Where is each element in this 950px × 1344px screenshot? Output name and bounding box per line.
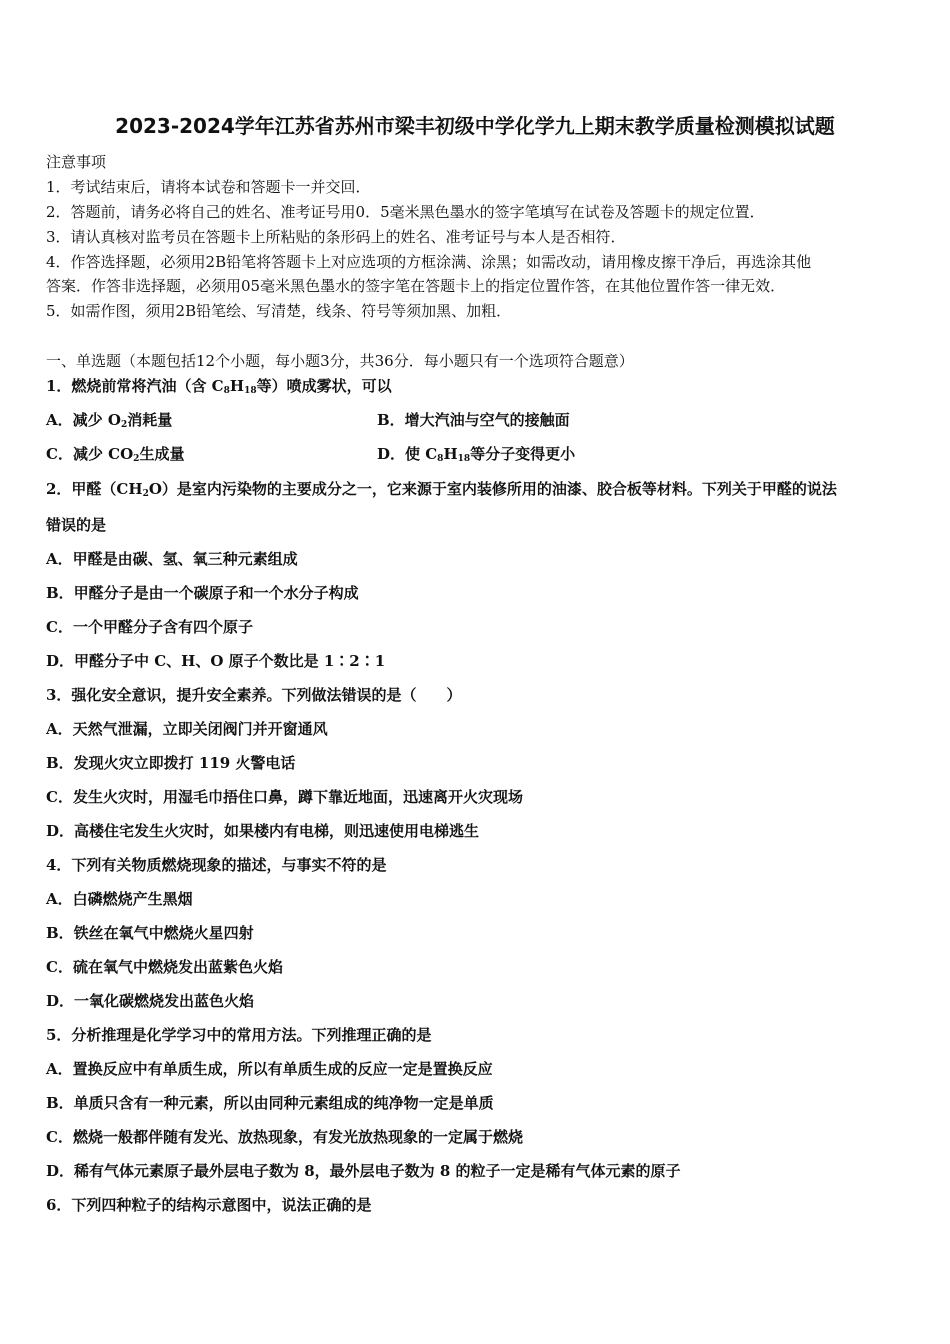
question-1-option-a: A．减少 $O_2$消耗量	[46, 411, 173, 430]
question-4-option-b: B．铁丝在氧气中燃烧火星四射	[46, 924, 254, 942]
question-2-stem-cont: 错误的是	[46, 516, 107, 534]
question-4-option-d: D．一氧化碳燃烧发出蓝色火焰	[46, 992, 255, 1010]
question-2-option-b: B．甲醛分子是由一个碳原子和一个水分子构成	[46, 584, 359, 602]
question-4-option-a: A．白磷燃烧产生黑烟	[46, 890, 193, 908]
question-3-option-d: D．高楼住宅发生火灾时，如果楼内有电梯，则迅速使用电梯逃生	[46, 822, 480, 840]
question-2-option-d: D．甲醛分子中 C、H、O 原子个数比是 1∶2∶1	[46, 652, 386, 670]
notice-item-4-cont: 答案．作答非选择题，必须用05毫米黑色墨水的签字笔在答题卡上的指定位置作答，在其他位置作答一律无效．	[46, 277, 786, 295]
question-3-stem: 3．强化安全意识，提升安全素养。下列做法错误的是（ ）	[46, 686, 462, 704]
question-2-option-c: C．一个甲醛分子含有四个原子	[46, 618, 253, 636]
notice-item-3: 3．请认真核对监考员在答题卡上所粘贴的条形码上的姓名、准考证号与本人是否相符．	[46, 228, 626, 246]
question-5-stem: 5．分析推理是化学学习中的常用方法。下列推理正确的是	[46, 1026, 432, 1044]
question-3-option-a: A．天然气泄漏，立即关闭阀门并开窗通风	[46, 720, 328, 738]
question-1-stem: 1．燃烧前常将汽油（含 $C_8H_{18}$等）喷成雾状，可以	[46, 377, 392, 396]
question-1-option-d: D．使 $C_8H_{18}$等分子变得更小	[377, 445, 576, 464]
notice-heading: 注意事项	[46, 153, 107, 171]
section-heading: 一、单选题（本题包括12个小题，每小题3分，共36分．每小题只有一个选项符合题意）	[46, 352, 634, 370]
question-4-stem: 4．下列有关物质燃烧现象的描述，与事实不符的是	[46, 856, 387, 874]
notice-item-2: 2．答题前，请务必将自己的姓名、准考证号用0．5毫米黑色墨水的签字笔填写在试卷及答题卡的规定位置．	[46, 203, 765, 221]
notice-item-5: 5．如需作图，须用2B铅笔绘、写清楚，线条、符号等须加黑、加粗．	[46, 302, 512, 320]
question-5-option-d: D．稀有气体元素原子最外层电子数为 8，最外层电子数为 8 的粒子一定是稀有气体元素的原子	[46, 1162, 681, 1180]
page-title: 2023-2024学年江苏省苏州市梁丰初级中学化学九上期末教学质量检测模拟试题	[115, 114, 835, 138]
question-2-stem: 2．甲醛$(CH_2O)$是室内污染物的主要成分之一，它来源于室内装修所用的油漆、胶合板等材料。下列关于甲醛的说法	[46, 480, 837, 499]
question-2-option-a: A．甲醛是由碳、氢、氧三种元素组成	[46, 550, 298, 568]
question-3-option-b: B．发现火灾立即拨打 119 火警电话	[46, 754, 296, 772]
notice-item-1: 1．考试结束后，请将本试卷和答题卡一并交回．	[46, 178, 371, 196]
question-5-option-a: A．置换反应中有单质生成，所以有单质生成的反应一定是置换反应	[46, 1060, 493, 1078]
question-1-option-c: C．减少 $CO_2$生成量	[46, 445, 185, 464]
question-5-option-c: C．燃烧一般都伴随有发光、放热现象，有发光放热现象的一定属于燃烧	[46, 1128, 523, 1146]
question-6-stem: 6．下列四种粒子的结构示意图中，说法正确的是	[46, 1196, 372, 1214]
question-1-option-b: B．增大汽油与空气的接触面	[377, 411, 570, 429]
question-4-option-c: C．硫在氧气中燃烧发出蓝紫色火焰	[46, 958, 283, 976]
question-3-option-c: C．发生火灾时，用湿毛巾捂住口鼻，蹲下靠近地面，迅速离开火灾现场	[46, 788, 523, 806]
notice-item-4: 4．作答选择题，必须用2B铅笔将答题卡上对应选项的方框涂满、涂黑；如需改动，请用橡皮擦干净后，再选涂其他	[46, 253, 812, 271]
question-5-option-b: B．单质只含有一种元素，所以由同种元素组成的纯净物一定是单质	[46, 1094, 494, 1112]
